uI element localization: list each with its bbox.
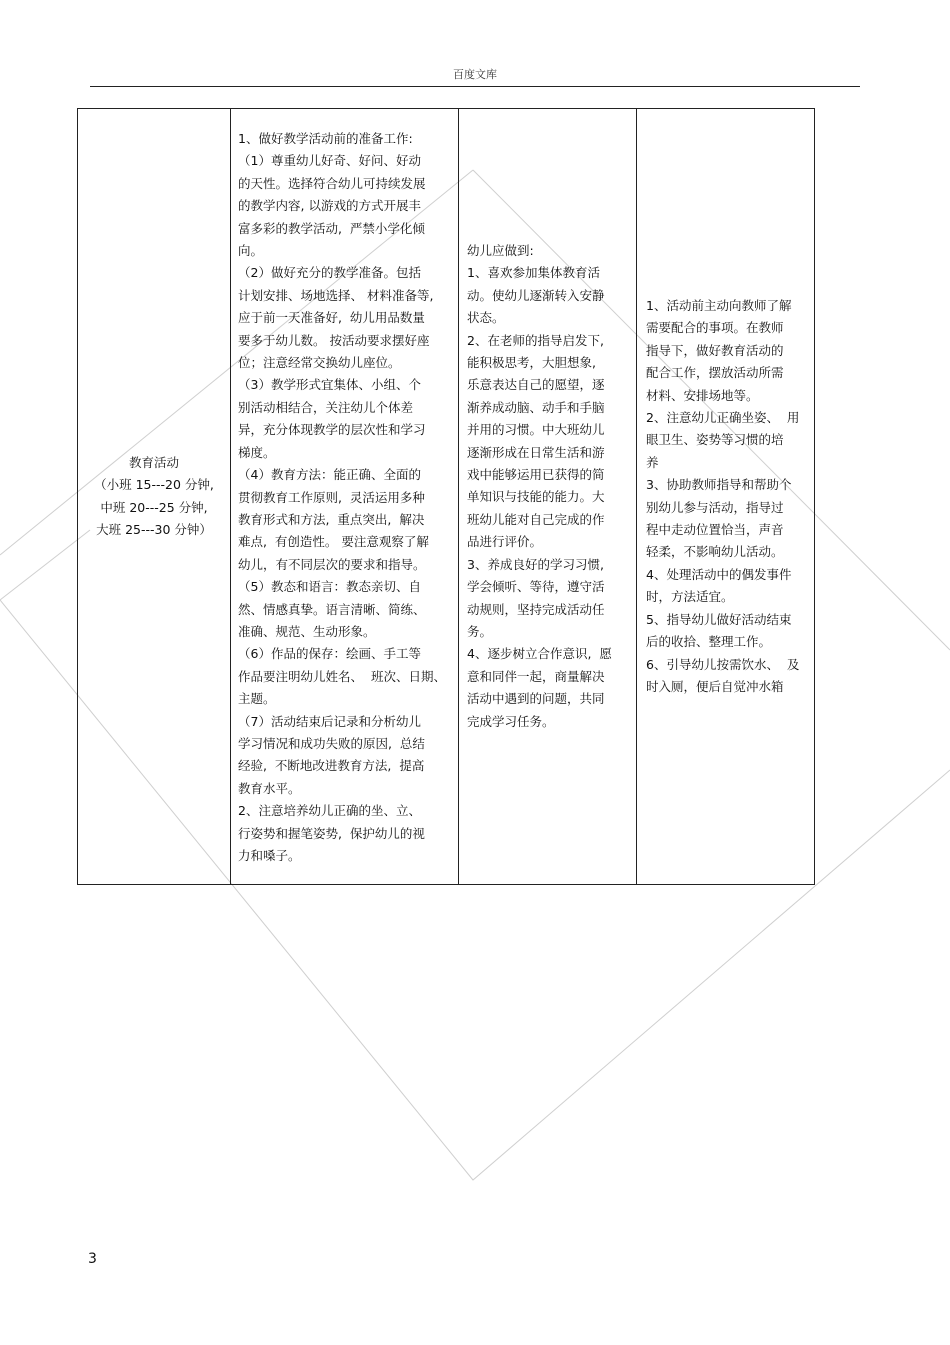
cell-text-line: 向。 [238, 243, 264, 259]
cell-text-line: 活动中遇到的问题，共同 [467, 691, 605, 707]
cell-text-line: 品进行评价。 [467, 534, 543, 550]
cell-text-line: 应于前一天准备好, 幼儿用品数量 [238, 310, 425, 326]
cell-text-line: 1、喜欢参加集体教育活 [467, 265, 600, 281]
page-header-title: 百度文库 [453, 68, 497, 81]
cell-text-line: 4、逐步树立合作意识, 愿 [467, 646, 612, 662]
cell-text-line: 时，方法适宜。 [646, 589, 734, 605]
cell-text-line: 位；注意经常交换幼儿座位。 [238, 355, 401, 371]
cell-text-line: 梯度。 [238, 444, 276, 460]
cell-text-line: 乐意表达自己的愿望，逐 [467, 377, 605, 393]
cell-text-line: 难点, 有创造性。 要注意观察了解 [238, 534, 429, 550]
cell-text-line: 的天性。选择符合幼儿可持续发展 [238, 175, 426, 191]
cell-text-line: 能积极思考，大胆想象, [467, 355, 596, 371]
cell-text-line: 别幼儿参与活动，指导过 [646, 499, 784, 515]
cell-text-line: （6）作品的保存：绘画、手工等 [238, 646, 421, 662]
cell-text-line: 2、在老师的指导启发下, [467, 332, 604, 348]
cell-text-line: 状态。 [467, 310, 505, 326]
cell-text-line: 务。 [467, 623, 493, 639]
cell-text-line: 教育水平。 [238, 780, 301, 796]
cell-text-line: 别活动相结合，关注幼儿个体差 [238, 399, 414, 415]
cell-text-line: 指导下，做好教育活动的 [646, 342, 784, 358]
child-requirements-cell [459, 109, 637, 885]
cell-text-line: 计划安排、场地选择、 材料准备等, [238, 287, 434, 303]
cell-text-line: 1、活动前主动向教师了解 [646, 298, 792, 313]
activity-name-cell [78, 109, 231, 885]
cell-text-line: 然、情感真挚。语言清晰、简练、 [238, 601, 426, 617]
cell-text-line: 经验, 不断地改进教育方法, 提高 [238, 758, 425, 774]
cell-text-line: 配合工作，摆放活动所需 [646, 365, 784, 381]
cell-text-line: 6、引导幼儿按需饮水、 及 [646, 656, 800, 672]
cell-text-line: 逐渐形成在日常生活和游 [467, 444, 605, 460]
cell-text-line: 4、处理活动中的偶发事件 [646, 566, 792, 582]
cell-text-line: （7）活动结束后记录和分析幼儿 [238, 713, 421, 729]
cell-text-line: （小班 15---20 分钟, [94, 477, 214, 493]
cell-text-line: 戏中能够运用已获得的简 [467, 467, 605, 483]
cell-text-line: 中班 20---25 分钟, [100, 499, 208, 515]
cell-text-line: （1）尊重幼儿好奇、好问、好动 [238, 153, 421, 169]
cell-text-line: 程中走动位置恰当，声音 [646, 522, 784, 538]
cell-text-line: （5）教态和语言：教态亲切、自 [238, 579, 421, 595]
cell-text-line: 贯彻教育工作原则, 灵活运用多种 [238, 489, 425, 505]
cell-text-line: （4）教育方法：能正确、全面的 [238, 467, 421, 483]
cell-text-line: 力和嗓子。 [238, 848, 301, 863]
cell-text-line: 5、指导幼儿做好活动结束 [646, 611, 792, 627]
cell-text-line: 的教学内容, 以游戏的方式开展丰 [238, 198, 421, 214]
cell-text-line: 动规则，坚持完成活动任 [467, 601, 605, 617]
cell-text-line: 教育活动 [128, 454, 179, 470]
cell-text-line: 教育形式和方法, 重点突出, 解决 [238, 511, 425, 527]
cell-text-line: 并用的习惯。中大班幼儿 [467, 422, 605, 438]
table-row [78, 109, 815, 885]
cell-text-line: 需要配合的事项。在教师 [646, 320, 784, 336]
cell-text-line: （3）教学形式宜集体、小组、个 [238, 377, 421, 393]
teacher-requirements-cell [231, 109, 459, 885]
cell-text-line: 幼儿，有不同层次的要求和指导。 [238, 556, 426, 572]
cell-text-line: 完成学习任务。 [467, 713, 555, 729]
cell-text-line: 要多于幼儿数。 按活动要求摆好座 [238, 332, 430, 348]
cell-text-line: 主题。 [238, 691, 276, 707]
cell-text-line: 异，充分体现教学的层次性和学习 [238, 422, 426, 438]
cell-text-line: 单知识与技能的能力。大 [467, 489, 605, 505]
cell-text-line: 后的收拾、整理工作。 [646, 634, 772, 650]
cell-text-line: （2）做好充分的教学准备。包括 [238, 265, 421, 281]
cell-text-line: 眼卫生、姿势等习惯的培 [646, 432, 784, 448]
cell-text-line: 大班 25---30 分钟） [96, 521, 212, 537]
cell-text-line: 幼儿应做到: [467, 243, 534, 258]
cell-text-line: 轻柔，不影响幼儿活动。 [646, 544, 784, 560]
page-number: 3 [88, 1251, 97, 1267]
cell-text-line: 学习情况和成功失败的原因, 总结 [238, 735, 425, 751]
cell-text-line: 班幼儿能对自己完成的作 [467, 511, 605, 527]
cell-text-line: 3、养成良好的学习习惯, [467, 556, 604, 572]
cell-text-line: 作品要注明幼儿姓名、 班次、日期、 [238, 668, 446, 684]
activity-table [77, 108, 815, 885]
cell-text-line: 富多彩的教学活动, 严禁小学化倾 [238, 220, 425, 236]
header-rule [90, 86, 860, 87]
cell-text-line: 渐养成动脑、动手和手脑 [467, 399, 605, 415]
cell-text-line: 2、注意培养幼儿正确的坐、立、 [238, 803, 421, 819]
cell-text-line: 准确、规范、生动形象。 [238, 623, 376, 639]
cell-text-line: 行姿势和握笔姿势, 保护幼儿的视 [238, 825, 425, 841]
cell-text-line: 养 [646, 454, 659, 470]
cell-text-line: 2、注意幼儿正确坐姿、 用 [646, 410, 800, 426]
cell-text-line: 材料、安排场地等。 [646, 387, 759, 403]
cell-text-line: 1、做好教学活动前的准备工作: [238, 131, 413, 146]
assistant-requirements-cell [637, 109, 815, 885]
cell-text-line: 动。使幼儿逐渐转入安静 [467, 287, 605, 303]
cell-text-line: 学会倾听、等待，遵守活 [467, 579, 605, 595]
cell-text-line: 3、协助教师指导和帮助个 [646, 477, 792, 493]
cell-text-line: 时入厕，便后自觉冲水箱 [646, 678, 784, 694]
cell-text-line: 意和同伴一起，商量解决 [467, 668, 605, 684]
